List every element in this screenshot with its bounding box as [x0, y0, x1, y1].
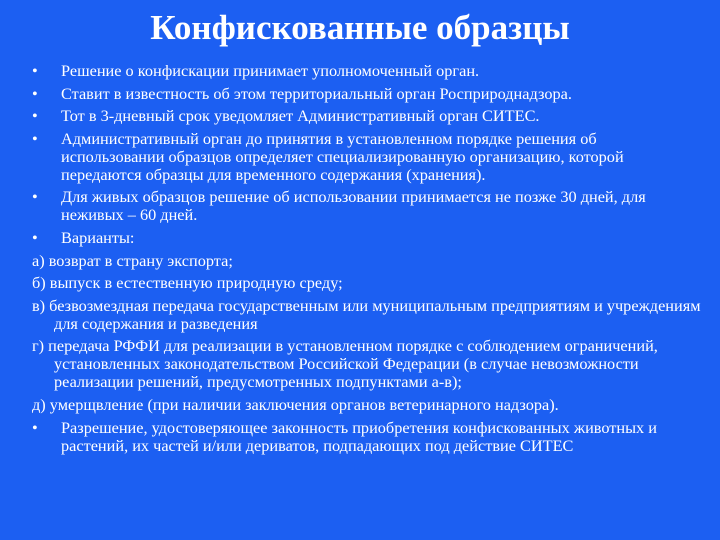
bullet-item — [32, 188, 704, 224]
bullet-item — [32, 62, 704, 80]
option-item: г) передача РФФИ для реализации в установленном порядке с соблюдением ограничений, установленных законодательством Российской Федерации (в случае невозможности реализации решений, предусмотренных подпунктами а-в); — [32, 336, 658, 392]
option-item: а) возврат в страну экспорта; — [32, 250, 233, 270]
bullet-mark: • — [32, 417, 38, 437]
bullet-text: Решение о конфискации принимает уполномоченный орган. — [61, 61, 480, 80]
bullet-text: Административный орган до принятия в установленном порядке решения об использовании образцов определяет специализированную организацию, которой передаются образцы для временного содержания (хранения). — [61, 128, 624, 184]
bullet-item — [32, 107, 704, 125]
bullet-item — [32, 130, 704, 184]
bullet-mark: • — [32, 83, 38, 103]
bullet-mark: • — [32, 187, 38, 207]
bullet-mark: • — [32, 227, 38, 247]
bullet-item — [32, 85, 704, 103]
bullet-text: Тот в 3-дневный срок уведомляет Административный орган СИТЕС. — [61, 106, 540, 126]
option-item: д) умерщвление (при наличии заключения органов ветеринарного надзора). — [32, 394, 559, 414]
bullet-text: Варианты: — [61, 227, 135, 247]
bullet-item — [32, 419, 704, 455]
slide-title: Конфискованные образцы — [150, 8, 570, 47]
bullet-text: Разрешение, удостоверяющее законность приобретения конфискованных животных и растений, их частей и/или дериватов, подпадающих под действие СИТЕС — [61, 417, 657, 455]
bullet-text: Ставит в известность об этом территориальный орган Росприроднадзора. — [61, 83, 572, 103]
bullet-mark: • — [32, 61, 38, 80]
option-item: в) безвозмездная передача государственным или муниципальным предприятиям и учреждениям для содержания и разведения — [32, 295, 701, 333]
bullet-text: Для живых образцов решение об использовании принимается не позже 30 дней, для неживых – 60 дней. — [61, 187, 646, 225]
option-item: б) выпуск в естественную природную среду; — [32, 273, 343, 293]
slide-body — [32, 62, 704, 459]
bullet-item — [32, 229, 704, 247]
bullet-mark: • — [32, 106, 38, 126]
bullet-mark: • — [32, 128, 38, 148]
